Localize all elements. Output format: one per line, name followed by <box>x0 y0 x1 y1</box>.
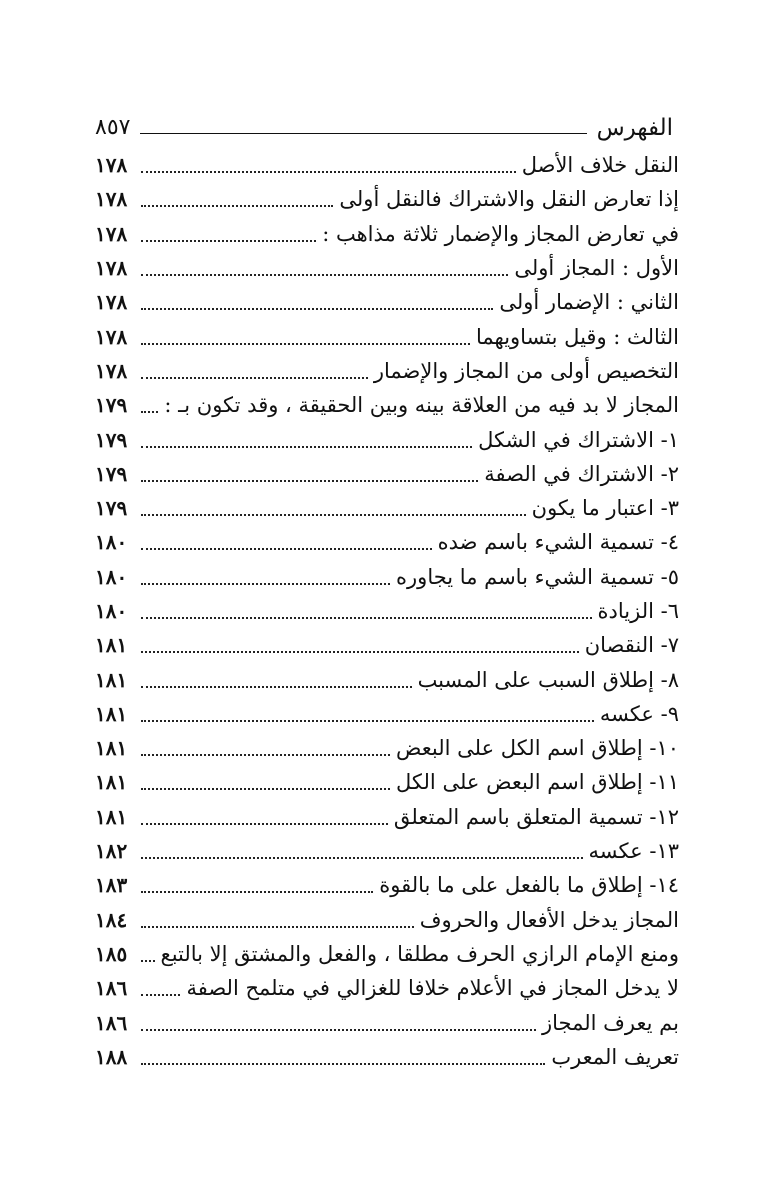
entry-label: ٣- اعتبار ما يكون <box>531 496 679 521</box>
dot-leader <box>141 500 526 516</box>
entry-label: ١٠- إطلاق اسم الكل على البعض <box>396 736 679 761</box>
entry-page-number: ١٨١ <box>95 667 128 692</box>
dot-leader <box>141 329 470 345</box>
index-entry <box>95 731 679 765</box>
entry-page-number: ١٧٨ <box>95 187 128 212</box>
index-entry <box>95 868 679 902</box>
entry-label: ٦- الزيادة <box>597 599 679 623</box>
page-number: ٨٥٧ <box>95 115 131 140</box>
dot-leader <box>141 569 390 585</box>
dot-leader <box>141 397 158 413</box>
index-entry <box>95 1040 679 1074</box>
entry-page-number: ١٨٦ <box>95 1010 128 1035</box>
entry-label: الثاني : الإضمار أولى <box>499 290 679 315</box>
index-entry <box>95 1005 679 1039</box>
entry-label: في تعارض المجاز والإضمار ثلاثة مذاهب : <box>322 221 679 246</box>
index-entry <box>95 217 679 251</box>
entry-label: المجاز لا بد فيه من العلاقة بينه وبين الحقيقة ، وقد تكون بـ : <box>164 393 679 418</box>
entry-label: ٨- إطلاق السبب على المسبب <box>417 667 679 692</box>
entry-page-number: ١٧٨ <box>95 324 128 349</box>
dot-leader <box>141 672 412 688</box>
index-entry <box>95 800 679 834</box>
entry-page-number: ١٧٩ <box>95 393 128 418</box>
index-entry <box>95 319 679 353</box>
dot-leader <box>141 843 583 859</box>
entry-page-number: ١٧٨ <box>95 256 128 281</box>
dot-leader <box>141 432 472 448</box>
dot-leader <box>141 1015 536 1031</box>
entry-label: الثالث : وقيل بتساويهما <box>475 324 679 349</box>
index-entry <box>95 354 679 388</box>
entry-page-number: ١٨١ <box>95 633 128 658</box>
index-entry <box>95 457 679 491</box>
index-entry <box>95 937 679 971</box>
dot-leader <box>141 534 432 550</box>
dot-leader <box>141 706 594 722</box>
page-title: الفهرس <box>596 115 673 141</box>
entry-page-number: ١٨١ <box>95 736 128 761</box>
entry-label: بم يعرف المجاز <box>542 1010 679 1035</box>
index-entry <box>95 903 679 937</box>
dot-leader <box>141 946 155 962</box>
entry-page-number: ١٧٩ <box>95 496 128 521</box>
index-list <box>95 148 679 1074</box>
dot-leader <box>141 363 368 379</box>
dot-leader <box>141 637 579 653</box>
index-entry <box>95 285 679 319</box>
dot-leader <box>141 877 373 893</box>
entry-label: التخصيص أولى من المجاز والإضمار <box>373 358 679 383</box>
entry-label: الأول : المجاز أولى <box>514 256 679 281</box>
entry-label: ٥- تسمية الشيء باسم ما يجاوره <box>396 564 679 589</box>
dot-leader <box>141 912 414 928</box>
entry-page-number: ١٨٣ <box>95 873 128 898</box>
dot-leader <box>141 1049 545 1065</box>
dot-leader <box>141 740 390 756</box>
entry-label: ١٣- عكسه <box>588 839 679 864</box>
index-entry <box>95 628 679 662</box>
entry-label: تعريف المعرب <box>551 1044 679 1069</box>
entry-label: النقل خلاف الأصل <box>521 153 679 178</box>
index-entry <box>95 525 679 559</box>
entry-page-number: ١٧٨ <box>95 221 128 246</box>
index-entry <box>95 491 679 525</box>
dot-leader <box>141 226 316 242</box>
entry-page-number: ١٧٨ <box>95 153 128 178</box>
entry-page-number: ١٨١ <box>95 770 128 795</box>
entry-label: ١١- إطلاق اسم البعض على الكل <box>396 770 679 795</box>
index-entry <box>95 560 679 594</box>
entry-page-number: ١٨٥ <box>95 941 128 966</box>
index-entry <box>95 834 679 868</box>
dot-leader <box>141 980 180 996</box>
entry-page-number: ١٨١ <box>95 804 128 829</box>
dot-leader <box>141 466 478 482</box>
index-entry <box>95 697 679 731</box>
entry-label: ١٤- إطلاق ما بالفعل على ما بالقوة <box>379 873 679 898</box>
entry-label: ومنع الإمام الرازي الحرف مطلقا ، والفعل والمشتق إلا بالتبع <box>160 941 679 966</box>
index-entry <box>95 971 679 1005</box>
index-entry <box>95 422 679 456</box>
header-rule <box>140 133 586 134</box>
entry-page-number: ١٨٤ <box>95 907 128 932</box>
entry-page-number: ١٨٦ <box>95 976 128 1001</box>
dot-leader <box>141 603 592 619</box>
entry-label: المجاز يدخل الأفعال والحروف <box>419 907 679 932</box>
index-entry <box>95 594 679 628</box>
index-entry <box>95 662 679 696</box>
entry-label: ٤- تسمية الشيء باسم ضده <box>437 530 679 555</box>
index-entry <box>95 148 679 182</box>
entry-page-number: ١٨٠ <box>95 530 128 555</box>
dot-leader <box>141 191 333 207</box>
entry-label: لا يدخل المجاز في الأعلام خلافا للغزالي في متلمح الصفة <box>186 976 679 1001</box>
entry-page-number: ١٧٩ <box>95 461 128 486</box>
entry-page-number: ١٨٠ <box>95 599 128 623</box>
index-entry <box>95 388 679 422</box>
entry-label: ٢- الاشتراك في الصفة <box>484 461 679 486</box>
entry-page-number: ١٨٨ <box>95 1044 128 1069</box>
entry-page-number: ١٨١ <box>95 701 128 726</box>
entry-label: ٧- النقصان <box>584 633 679 658</box>
index-entry <box>95 765 679 799</box>
entry-page-number: ١٧٨ <box>95 290 128 315</box>
dot-leader <box>141 260 508 276</box>
index-entry <box>95 182 679 216</box>
entry-label: ١- الاشتراك في الشكل <box>478 427 679 452</box>
entry-page-number: ١٨٢ <box>95 839 128 864</box>
entry-label: ٩- عكسه <box>599 701 679 726</box>
dot-leader <box>141 809 388 825</box>
dot-leader <box>141 294 493 310</box>
page-header <box>95 106 673 142</box>
entry-page-number: ١٧٩ <box>95 427 128 452</box>
dot-leader <box>141 774 390 790</box>
dot-leader <box>141 157 516 173</box>
entry-page-number: ١٨٠ <box>95 564 128 589</box>
entry-page-number: ١٧٨ <box>95 358 128 383</box>
entry-label: إذا تعارض النقل والاشتراك فالنقل أولى <box>339 187 679 212</box>
index-entry <box>95 251 679 285</box>
entry-label: ١٢- تسمية المتعلق باسم المتعلق <box>393 804 679 829</box>
